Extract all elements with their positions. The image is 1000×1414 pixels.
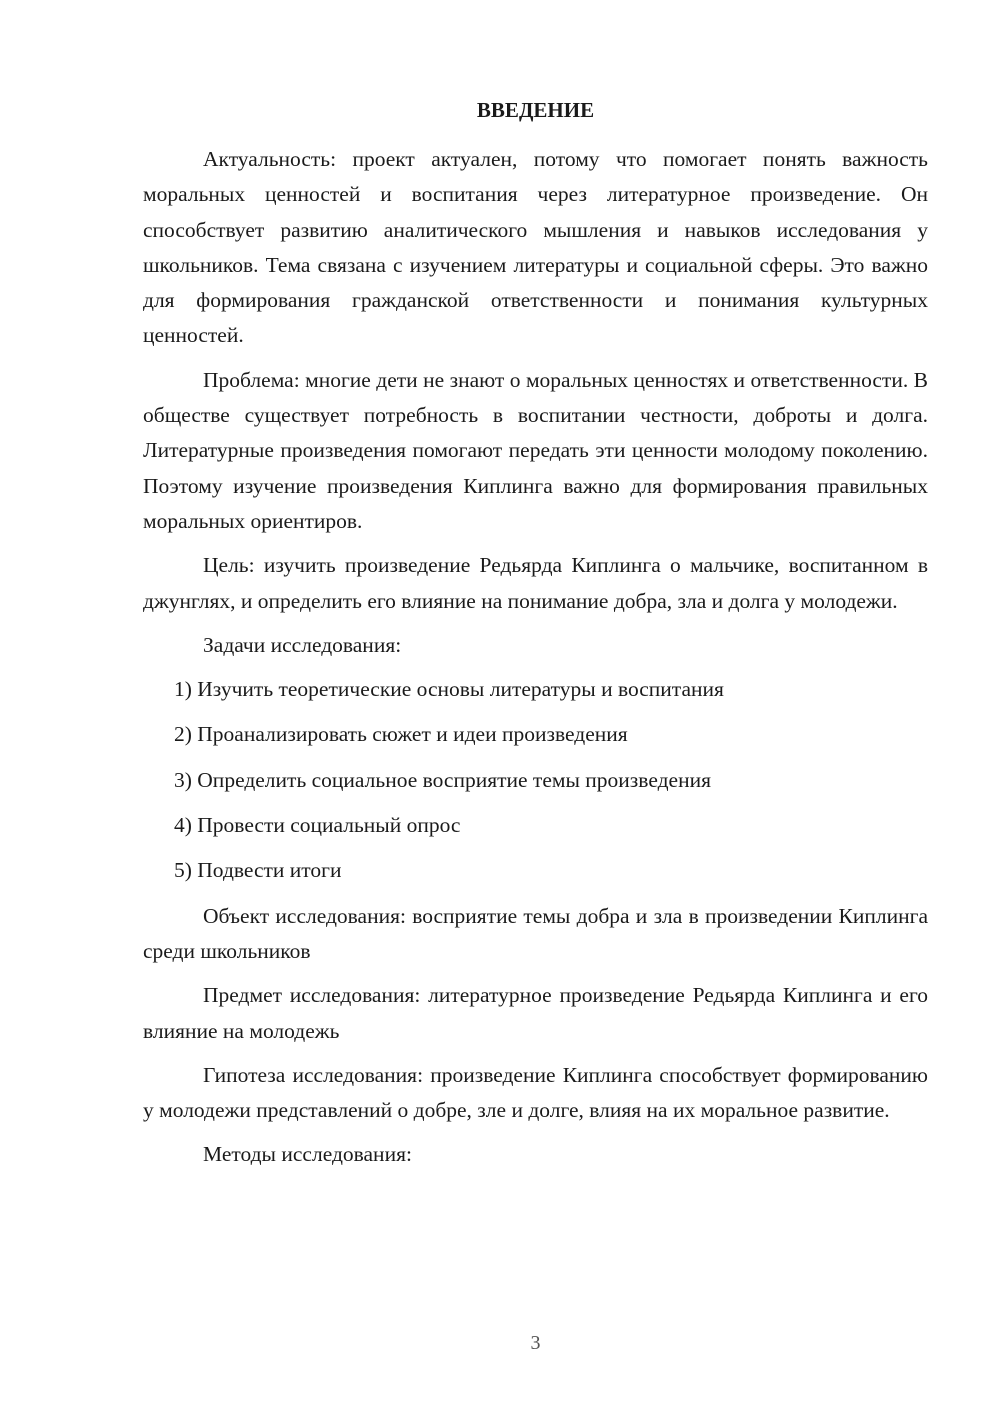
tasks-heading: Задачи исследования: [203,632,402,657]
problem-paragraph: Проблема: многие дети не знают о моральных ценностях и ответственности. В обществе существует потребность в воспитании честности, доброты и долга. Литературные произведения помогают передать эти ценности молодому поколению. Поэтому изучение произведения Киплинга важно для формирования правильных моральных ориентиров. [143,367,928,533]
relevance-paragraph: Актуальность: проект актуален, потому что помогает понять важность моральных ценностей и воспитания через литературное произведение. Он способствует развитию аналитического мышления и навыков исследования у школьников. Тема связана с изучением литературы и социальной сферы. Это важно для формирования гражданской ответственности и понимания культурных ценностей. [143,147,928,348]
page-content [143,95,928,1182]
page-number: 3 [530,1332,541,1354]
task-item-3: 3) Определить социальное восприятие темы произведения [174,767,711,792]
task-item-4: 4) Провести социальный опрос [174,813,461,838]
hypothesis-paragraph: Гипотеза исследования: произведение Киплинга способствует формированию у молодежи представлений о добре, зле и долге, влияя на их моральное развитие. [143,1062,928,1123]
goal-paragraph: Цель: изучить произведение Редьярда Киплинга о мальчике, воспитанном в джунглях, и определить его влияние на понимание добра, зла и долга у молодежи. [143,553,928,613]
object-paragraph: Объект исследования: восприятие темы добра и зла в произведении Киплинга среди школьников [143,903,928,963]
methods-heading: Методы исследования: [203,1142,412,1167]
task-item-5: 5) Подвести итоги [174,858,342,883]
subject-paragraph: Предмет исследования: литературное произведение Редьярда Киплинга и его влияние на молодежь [143,983,928,1043]
tasks-list [143,672,928,888]
task-item-1: 1) Изучить теоретические основы литературы и воспитания [174,677,724,702]
section-heading: ВВЕДЕНИЕ [476,98,595,122]
task-item-2: 2) Проанализировать сюжет и идеи произведения [174,722,628,747]
